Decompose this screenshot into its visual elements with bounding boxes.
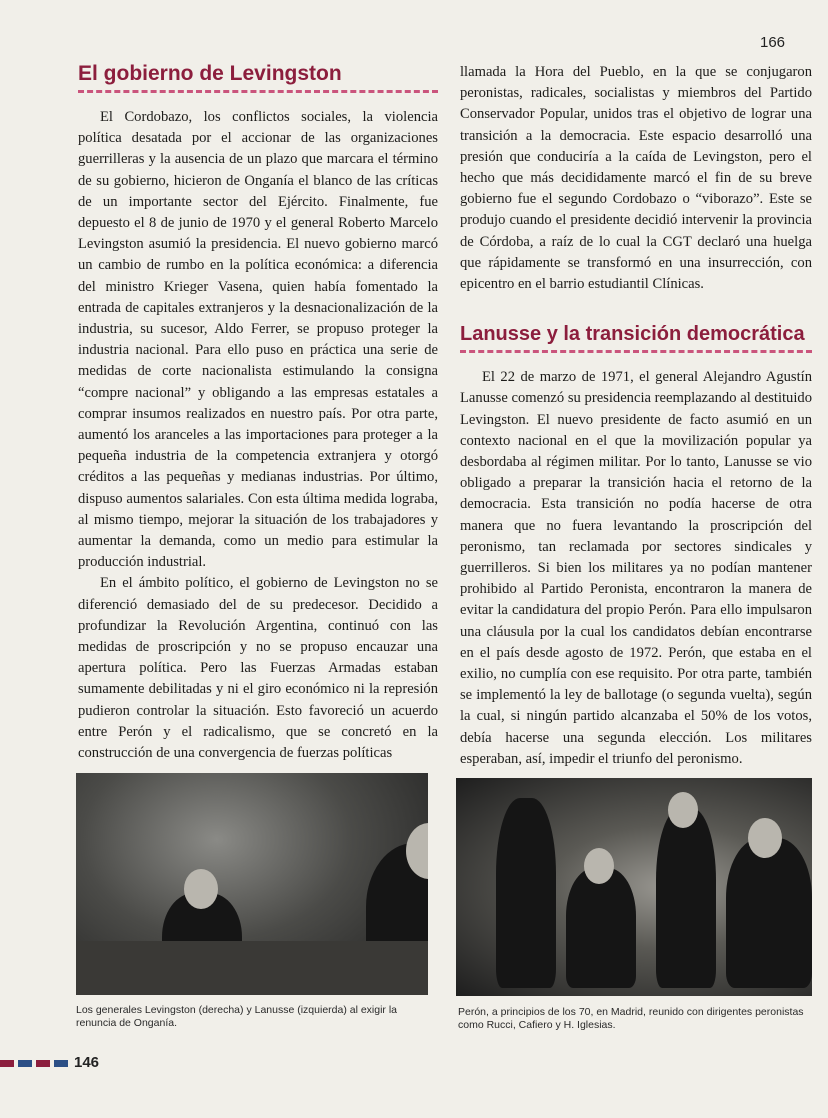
paragraph-levingston-1: El Cordobazo, los conflictos sociales, la violencia política desatada por el accionar de las organizaciones guerrilleras y la ausencia de un plazo que marcara el término de su gobierno, hicieron de Onganía el blanco de las críticas de un importante sector del Ejército. Finalmente, fue depuesto el 8 de junio de 1970 y el general Roberto Marcelo Levingston asumió la presidencia. El nuevo gobierno marcó un cambio de rumbo en la política económica: a diferencia del ministro Krieger Vasena, quien había fomentado la entrada de capitales extranjeros y la desnacionalización de la industria, su sucesor, Aldo Ferrer, se propuso proteger la industria nacional. Para ello puso en práctica una serie de medidas de corte nacionalista estimulando la consigna “compre nacional” y obligando a las empresas estatales a comprar insumos realizados en nuestro país. Por otra parte, aumentó los aranceles a las importaciones para proteger a la pequeña industria de la competencia extranjera y otorgó créditos a las pequeñas y medianas industrias. Por último, dispuso aumentos salariales. Con esta última medida lograba, al mismo tiempo, mejorar la situación de los trabajadores y aumentar la demanda, como un medio para estimular la producción industrial. (78, 109, 438, 571)
photo-peron-meeting (456, 778, 812, 996)
paragraph-lanusse: El 22 de marzo de 1971, el general Alejandro Agustín Lanusse comenzó su presidencia reemplazando al destituido Levingston. El nuevo presidente de facto asumió en un contexto nacional en el que la movilización popular ya desbordaba al régimen militar. Por lo tanto, Lanusse se vio obligado a preparar la transición hacia el retorno de la democracia. Esta transición no podía hacerse de otra manera que no fuera levantando la proscripción del peronismo, tan reclamada por sectores sindicales y guerrilleros. Si bien los militares ya no podían mantener prohibido al Partido Peronista, encontraron la manera de evitar la candidatura del propio Perón. Para ello impulsaron una cláusula por la cual los candidatos debían encontrarse en el país desde agosto de 1972. Perón, que estaba en el exilio, no cumplía con ese requisito. Por otra parte, también se implementó la ley de ballotage (o segunda vuelta), según la cual, si ningún partido alcanzaba el 50% de los votos, debía hacerse una segunda elección. Los militares esperaban, así, impedir el triunfo del peronismo. (460, 369, 812, 767)
left-column (78, 62, 438, 764)
page-number-top: 166 (760, 34, 786, 51)
footer-color-bar (0, 1060, 68, 1067)
caption-generals: Los generales Levingston (derecha) y Lanusse (izquierda) al exigir la renuncia de Onganía. (76, 1004, 398, 1029)
paragraph-hora-del-pueblo: llamada la Hora del Pueblo, en la que se conjugaron peronistas, radicales, socialistas y miembros del Partido Conservador Popular, unidos tras el objetivo de lograr una transición a la democracia. Este espacio desarrolló una presión que conduciría a la caída de Levingston, pero el hecho que más decididamente marcó el fin de su breve gobierno fue el segundo Cordobazo o “viborazo”. Este se produjo cuando el presidente decidió intervenir la provincia de Córdoba, a raíz de lo cual la CGT declaró una huelga que rápidamente se transformó en una insurrección, con epicentro en el barrio estudiantil Clínicas. (460, 64, 812, 293)
title-underline (460, 350, 812, 353)
photo-generals (76, 773, 428, 995)
section-title-lanusse: Lanusse y la transición democrática (460, 323, 805, 346)
page-number-bottom: 146 (74, 1054, 100, 1071)
paragraph-levingston-2: En el ámbito político, el gobierno de Levingston no se diferenció demasiado del de su predecesor. Decidido a profundizar la Revolución Argentina, continuó con las medidas de proscripción y no se propuso encauzar una apertura política. Pero las Fuerzas Armadas estaban sumamente debilitadas y ni el giro económico ni la represión pudieron controlar la situación. Esto favoreció un acuerdo entre Perón y el radicalismo, que se concretó en la construcción de una convergencia de fuerzas políticas (78, 575, 438, 762)
section-title-levingston: El gobierno de Levingston (78, 62, 342, 85)
right-column (460, 62, 812, 770)
caption-peron-meeting: Perón, a principios de los 70, en Madrid, reunido con dirigentes peronistas como Rucci, Cafiero y H. Iglesias. (458, 1006, 804, 1031)
title-underline (78, 90, 438, 93)
